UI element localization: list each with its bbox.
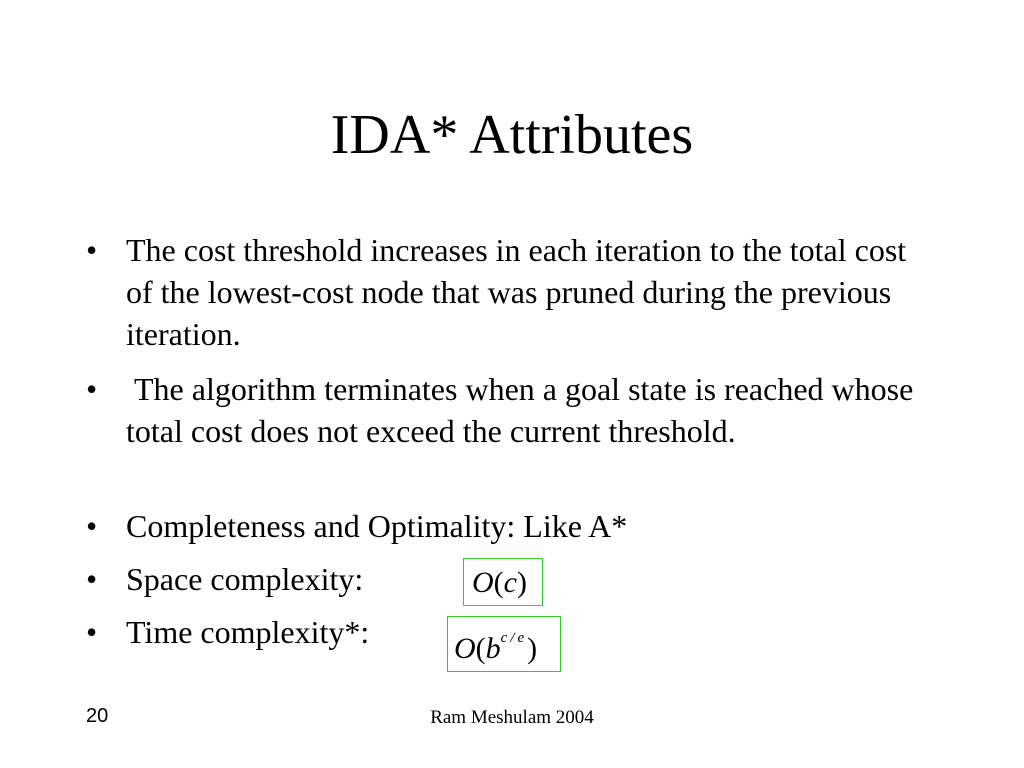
formula-big-o: O xyxy=(472,566,494,599)
bullet-text: Space complexity: xyxy=(126,561,364,597)
bullet-item xyxy=(86,229,916,355)
bullet-item xyxy=(86,505,916,547)
formula-open-paren: ( xyxy=(493,566,504,599)
formula-base: b xyxy=(485,632,501,665)
formula-big-o: O xyxy=(454,632,476,665)
bullet-icon: • xyxy=(86,561,98,597)
formula-argument: c xyxy=(503,566,517,599)
bullet-icon: • xyxy=(86,508,98,544)
footer-author: Ram Meshulam 2004 xyxy=(430,707,594,728)
formula-close-paren: ) xyxy=(527,632,538,665)
slide-number: 20 xyxy=(86,705,109,727)
space-complexity-formula xyxy=(463,558,543,606)
bullet-text: Completeness and Optimality: Like A* xyxy=(126,508,628,544)
bullet-icon: • xyxy=(86,614,98,650)
bullet-text: The algorithm terminates when a goal state is reached whose total cost does not exceed the current threshold. xyxy=(126,371,922,449)
formula-close-paren: ) xyxy=(517,566,527,599)
bullet-icon: • xyxy=(86,371,98,407)
slide-title: IDA* Attributes xyxy=(330,104,694,166)
bullet-text: Time complexity*: xyxy=(126,614,370,650)
formula-open-paren: ( xyxy=(475,632,486,665)
bullet-item xyxy=(86,368,922,452)
bullet-text: The cost threshold increases in each iteration to the total cost of the lowest-cost node that was pruned during the previous iteration. xyxy=(126,232,907,352)
bullet-icon: • xyxy=(86,232,98,268)
time-complexity-formula xyxy=(447,616,561,672)
formula-exponent: c/e xyxy=(500,630,528,646)
